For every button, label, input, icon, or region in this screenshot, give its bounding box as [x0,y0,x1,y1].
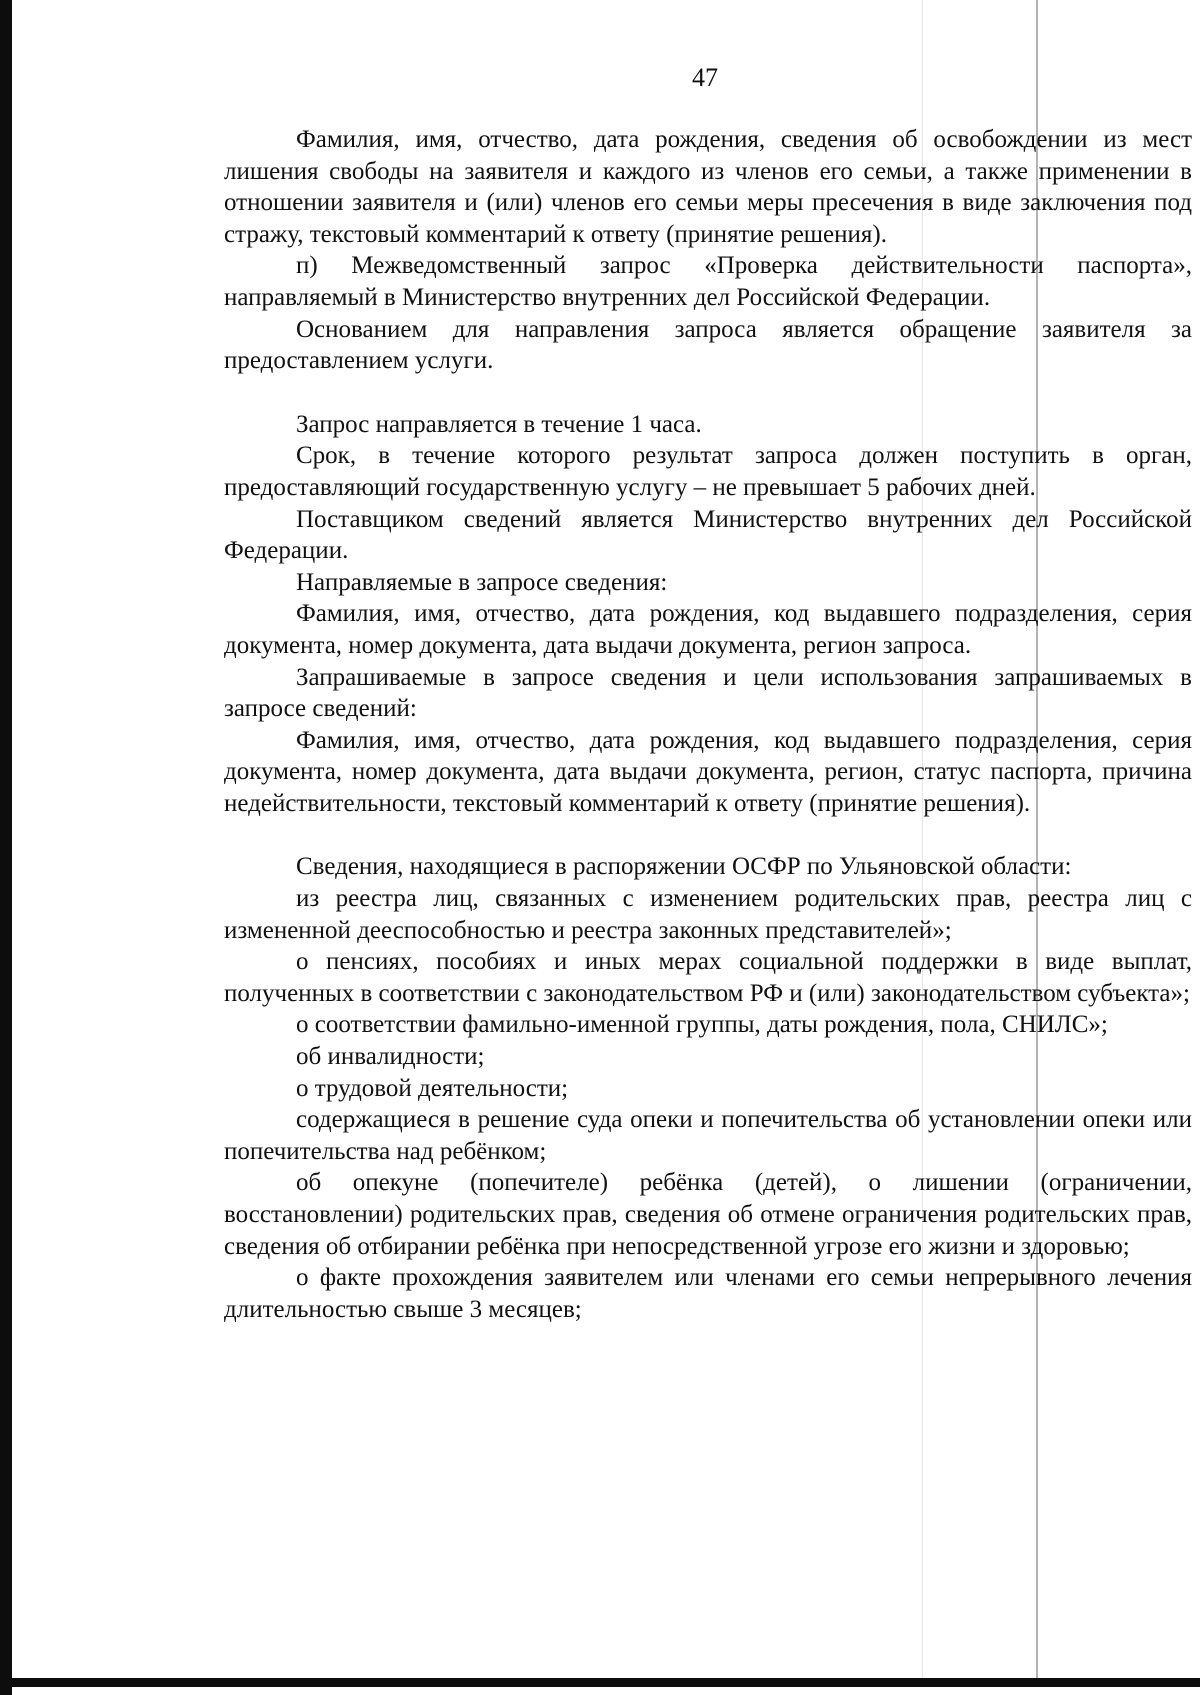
paragraph-passport-request: п) Межведомственный запрос «Проверка действительности паспорта», направляемый в Министерство внутренних дел Российской Федерации. [224,252,1192,311]
page-number: 47 [692,63,718,92]
scan-border-bottom [0,1678,1200,1687]
paragraph-request-timing: Запрос направляется в течение 1 часа. [296,410,702,438]
scan-border-left [0,0,12,1695]
paragraph-request-basis: Основанием для направления запроса является обращение заявителя за предоставлением услуги. [224,315,1192,375]
paragraph-guardian-info: об опекуне (попечителе) ребёнка (детей), о лишении (ограничении, восстановлении) родительских прав, сведения об отмене ограничения родительских прав, сведения об отбирании ребёнка при непосредственной угрозе его жизни и здоровью; [224,1169,1192,1260]
paragraph-employment: о трудовой деятельности; [296,1074,569,1102]
paragraph-requested-data: Фамилия, имя, отчество, дата рождения, код выдавшего подразделения, серия документа, номер документа, дата выдачи документа, регион, статус паспорта, причина недействительности, текстовый комментарий к ответу (принятие решения). [224,726,1192,817]
paragraph-osfr-heading: Сведения, находящиеся в распоряжении ОСФР по Ульяновской области: [296,853,1072,881]
paragraph-data-supplier: Поставщиком сведений является Министерство внутренних дел Российской Федерации. [224,505,1192,565]
paragraph-response-deadline: Срок, в течение которого результат запроса должен поступить в орган, предоставляющий государственную услугу – не превышает 5 рабочих дней. [224,442,1192,501]
paragraph-gap [224,377,1192,409]
paragraph-pensions-benefits: о пенсиях, пособиях и иных мерах социальной поддержки в виде выплат, полученных в соответствии с законодательством РФ и (или) законодательством субъекта»; [224,948,1192,1007]
document-body [224,124,1192,1325]
paragraph-snils-match: о соответствии фамильно-именной группы, даты рождения, пола, СНИЛС»; [296,1011,1108,1039]
paragraph-sent-data-heading: Направляемые в запросе сведения: [296,568,668,596]
paragraph-parental-rights-registry: из реестра лиц, связанных с изменением родительских прав, реестра лиц с измененной дееспособностью и реестра законных представителей»; [224,885,1192,944]
paragraph-gap [224,819,1192,851]
paragraph-sent-data: Фамилия, имя, отчество, дата рождения, код выдавшего подразделения, серия документа, номер документа, дата выдачи документа, регион запроса. [224,600,1192,659]
paragraph-court-guardianship: содержащиеся в решение суда опеки и попечительства об установлении опеки или попечительства над ребёнком; [224,1106,1192,1165]
paragraph-release-info: Фамилия, имя, отчество, дата рождения, сведения об освобождении из мест лишения свободы на заявителя и каждого из членов его семьи, а также применении в отношении заявителя и (или) членов его семьи меры пресечения в виде заключения под стражу, текстовый комментарий к ответу (принятие решения). [224,126,1192,248]
paragraph-disability: об инвалидности; [296,1043,485,1071]
paragraph-requested-data-heading: Запрашиваемые в запросе сведения и цели использования запрашиваемых в запросе сведений: [224,663,1192,723]
paragraph-continuous-treatment: о факте прохождения заявителем или членами его семьи непрерывного лечения длительностью свыше 3 месяцев; [224,1264,1192,1323]
